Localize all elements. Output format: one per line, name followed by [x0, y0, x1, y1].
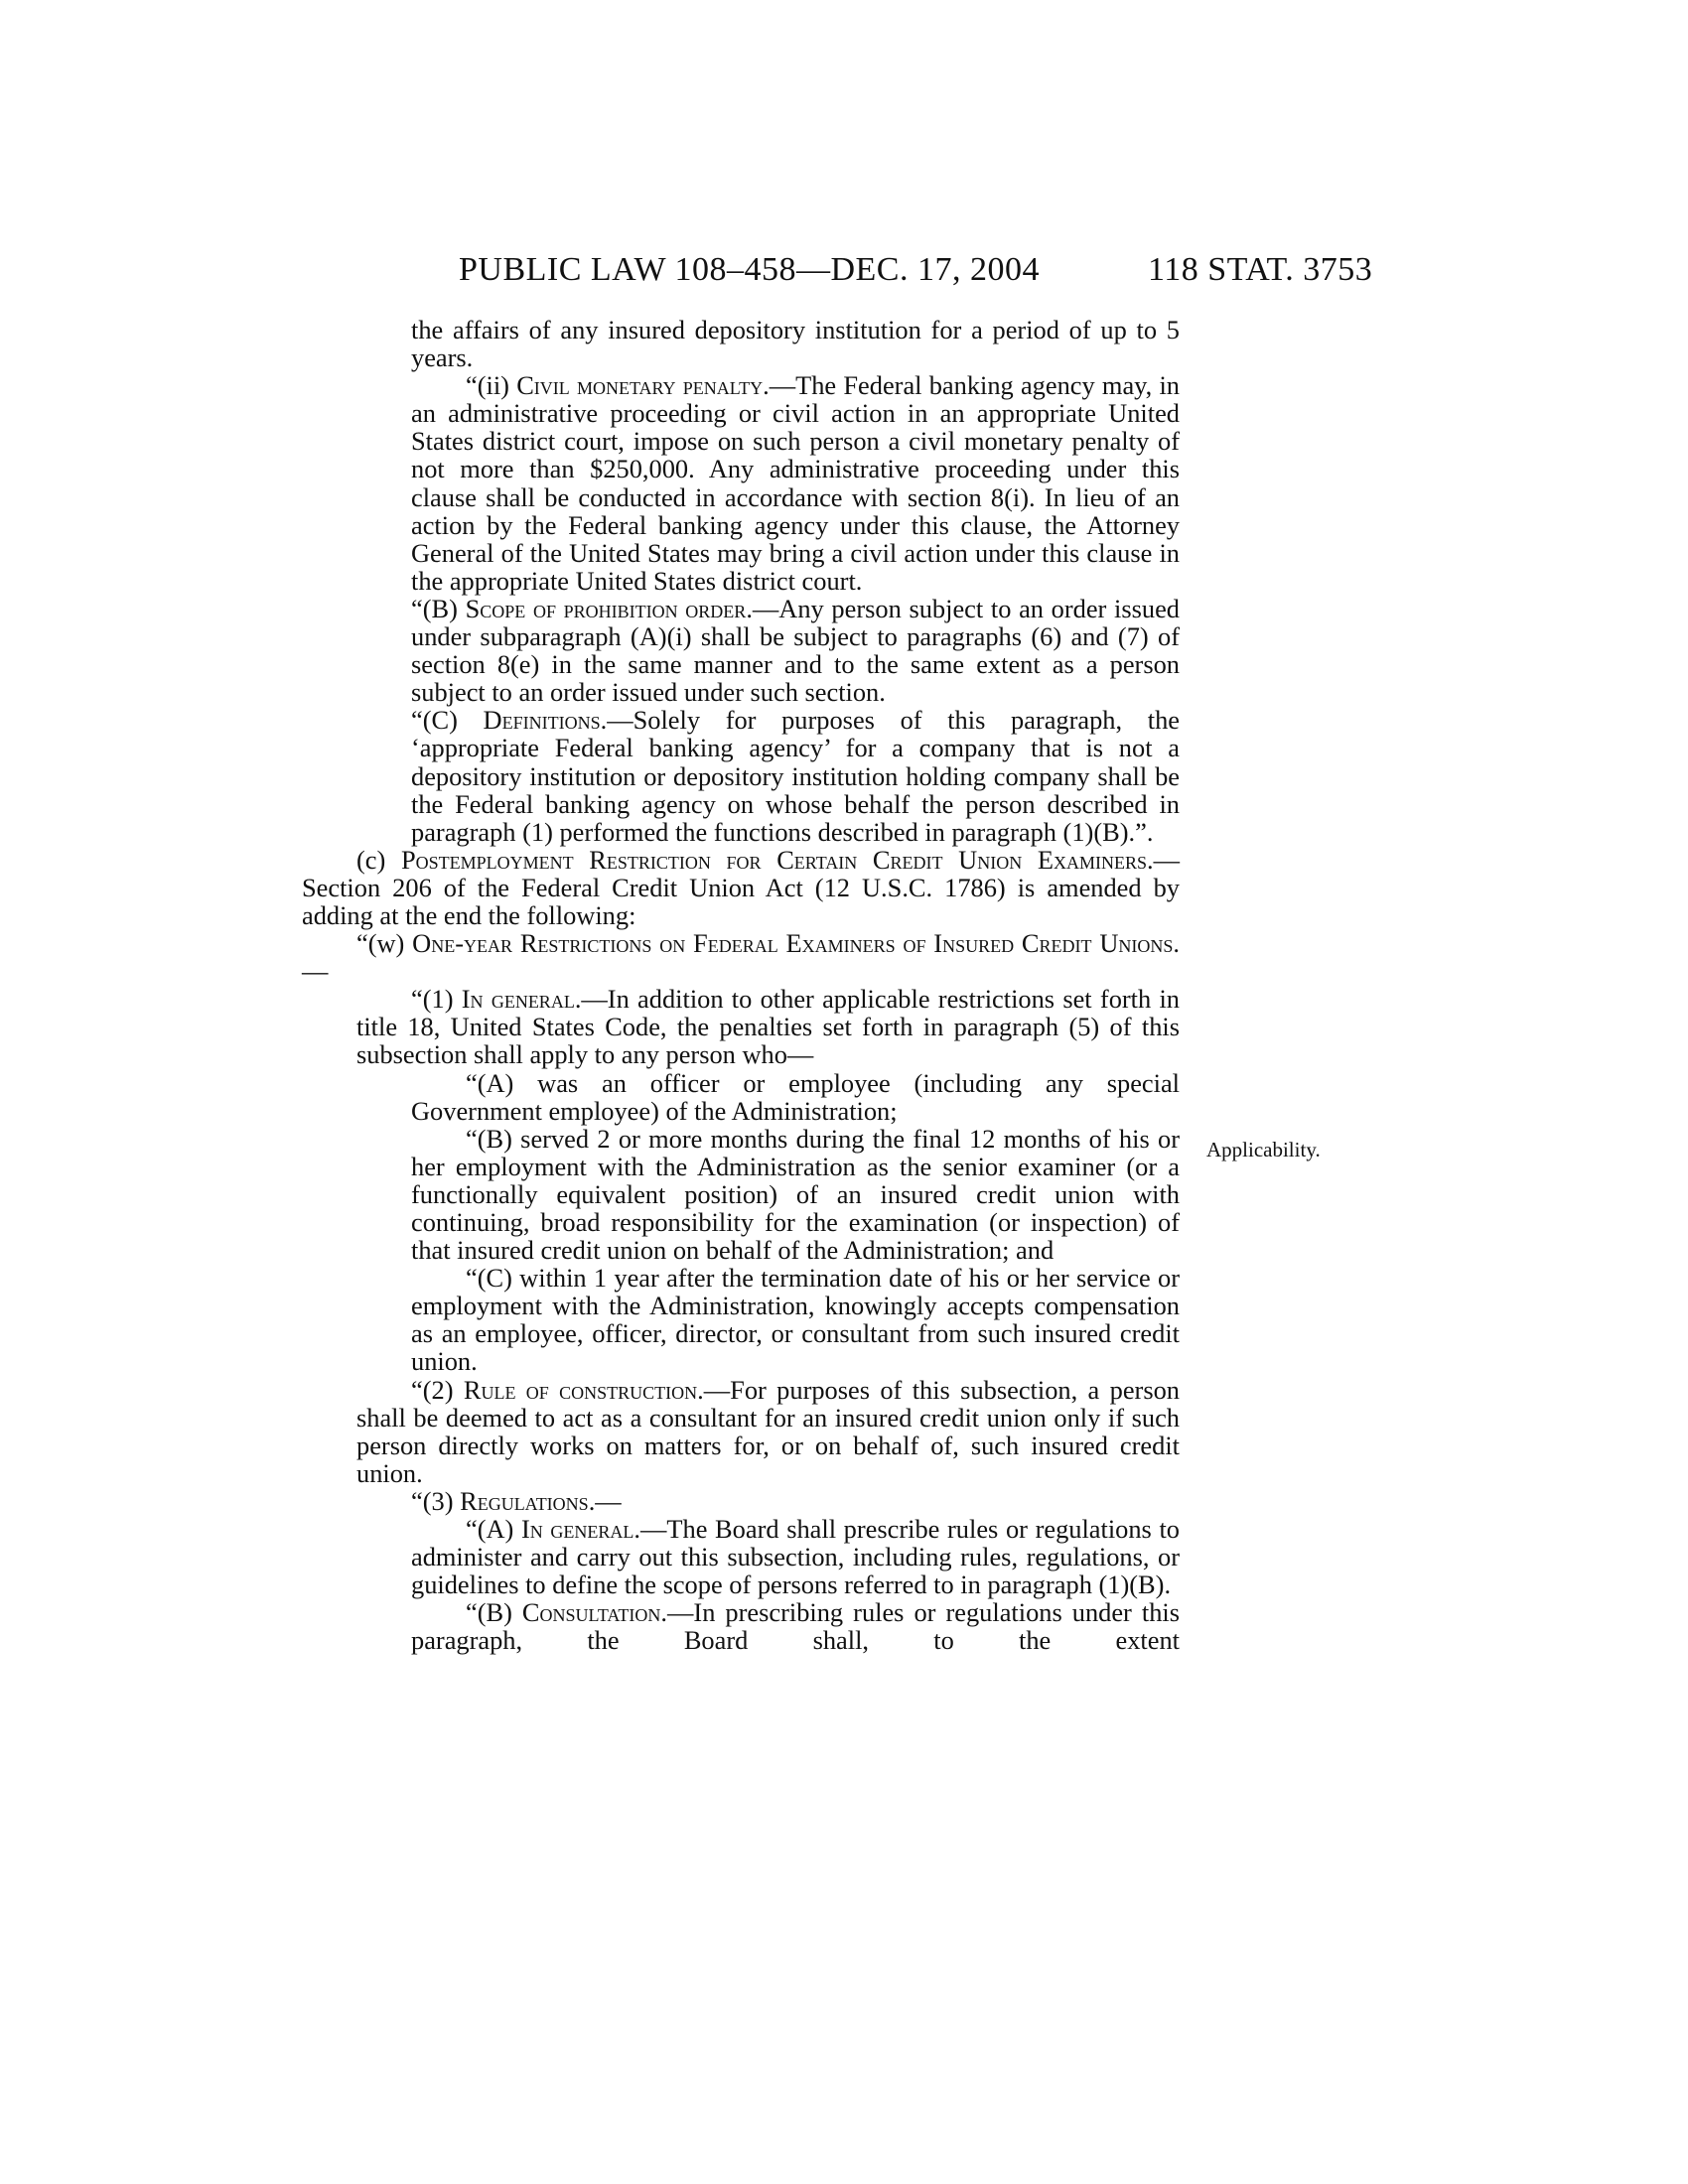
- paragraph-3-regulations: “(3) Regulations.—: [411, 1485, 622, 1516]
- subparagraph-b-scope: “(B) Scope of prohibition order.—Any person subject to an order issued under subparagraph (A)(i) shall be subject to paragraphs (6) and (7) of section 8(e) in the same manner and to the same extent as a person subject to an order issued under such section.: [411, 593, 1180, 708]
- subparagraph-b: “(B) served 2 or more months during the final 12 months of his or her employment with the Administration as the senior examiner (or a functionally equivalent position) of an insured credit union with continuing, broad responsibility for the examination (or inspection) of that insured credit union on behalf of the Administration; and: [411, 1123, 1180, 1266]
- page-number: 118 STAT. 3753: [1148, 251, 1373, 288]
- paragraph-1-in-general: “(1) In general.—In addition to other applicable restrictions set forth in title 18, United States Code, the penalties set forth in paragraph (5) of this subsection shall apply to any person who—: [356, 984, 1181, 1070]
- subparagraph-b-consultation: “(B) Consultation.—In prescribing rules or regulations under this paragraph, the Board shall, to the extent: [411, 1597, 1180, 1656]
- subparagraph-c-definitions: “(C) Definitions.—Solely for purposes of this paragraph, the ‘appropriate Federal banking agency’ for a company that is not a depository institution or depository institution holding company shall be the Federal banking agency on whose behalf the person described in paragraph (1) performed the functions described in paragraph (1)(B).”.: [411, 705, 1180, 847]
- subparagraph-a-in-general: “(A) In general.—The Board shall prescribe rules or regulations to administer and carry out this subsection, including rules, regulations, or guidelines to define the scope of persons referred to in paragraph (1)(B).: [411, 1514, 1180, 1600]
- clause-continuation: the affairs of any insured depository institution for a period of up to 5 years.: [411, 315, 1180, 373]
- subsection-w-heading: “(w) One-year Restrictions on Federal Examiners of Insured Credit Unions.—: [302, 928, 1180, 987]
- subsection-c-postemployment: (c) Postemployment Restriction for Certain Credit Union Examiners.—Section 206 of the Federal Credit Union Act (12 U.S.C. 1786) is amended by adding at the end the following:: [302, 844, 1181, 930]
- subparagraph-a: “(A) was an officer or employee (including any special Government employee) of the Administration;: [411, 1067, 1180, 1126]
- paragraph-2-rule-of-construction: “(2) Rule of construction.—For purposes of this subsection, a person shall be deemed to act as a consultant for an insured credit union only if such person directly works on matters for, or on behalf of, such insured credit union.: [356, 1374, 1180, 1488]
- running-head: PUBLIC LAW 108–458—DEC. 17, 2004: [459, 251, 1040, 288]
- body-text: [302, 316, 1180, 1655]
- clause-ii-civil-monetary-penalty: “(ii) Civil monetary penalty.—The Federal banking agency may, in an administrative proceeding or civil action in an appropriate United States district court, impose on such person a civil monetary penalty of not more than $250,000. Any administrative proceeding under this clause shall be conducted in accordance with section 8(i). In lieu of an action by the Federal banking agency under this clause, the Attorney General of the United States may bring a civil action under this clause in the appropriate United States district court.: [411, 370, 1180, 596]
- margin-note: Applicability.: [1206, 1138, 1321, 1161]
- subparagraph-c: “(C) within 1 year after the termination date of his or her service or employment with the Administration, knowingly accepts compensation as an employee, officer, director, or consultant from such insured credit union.: [411, 1263, 1180, 1377]
